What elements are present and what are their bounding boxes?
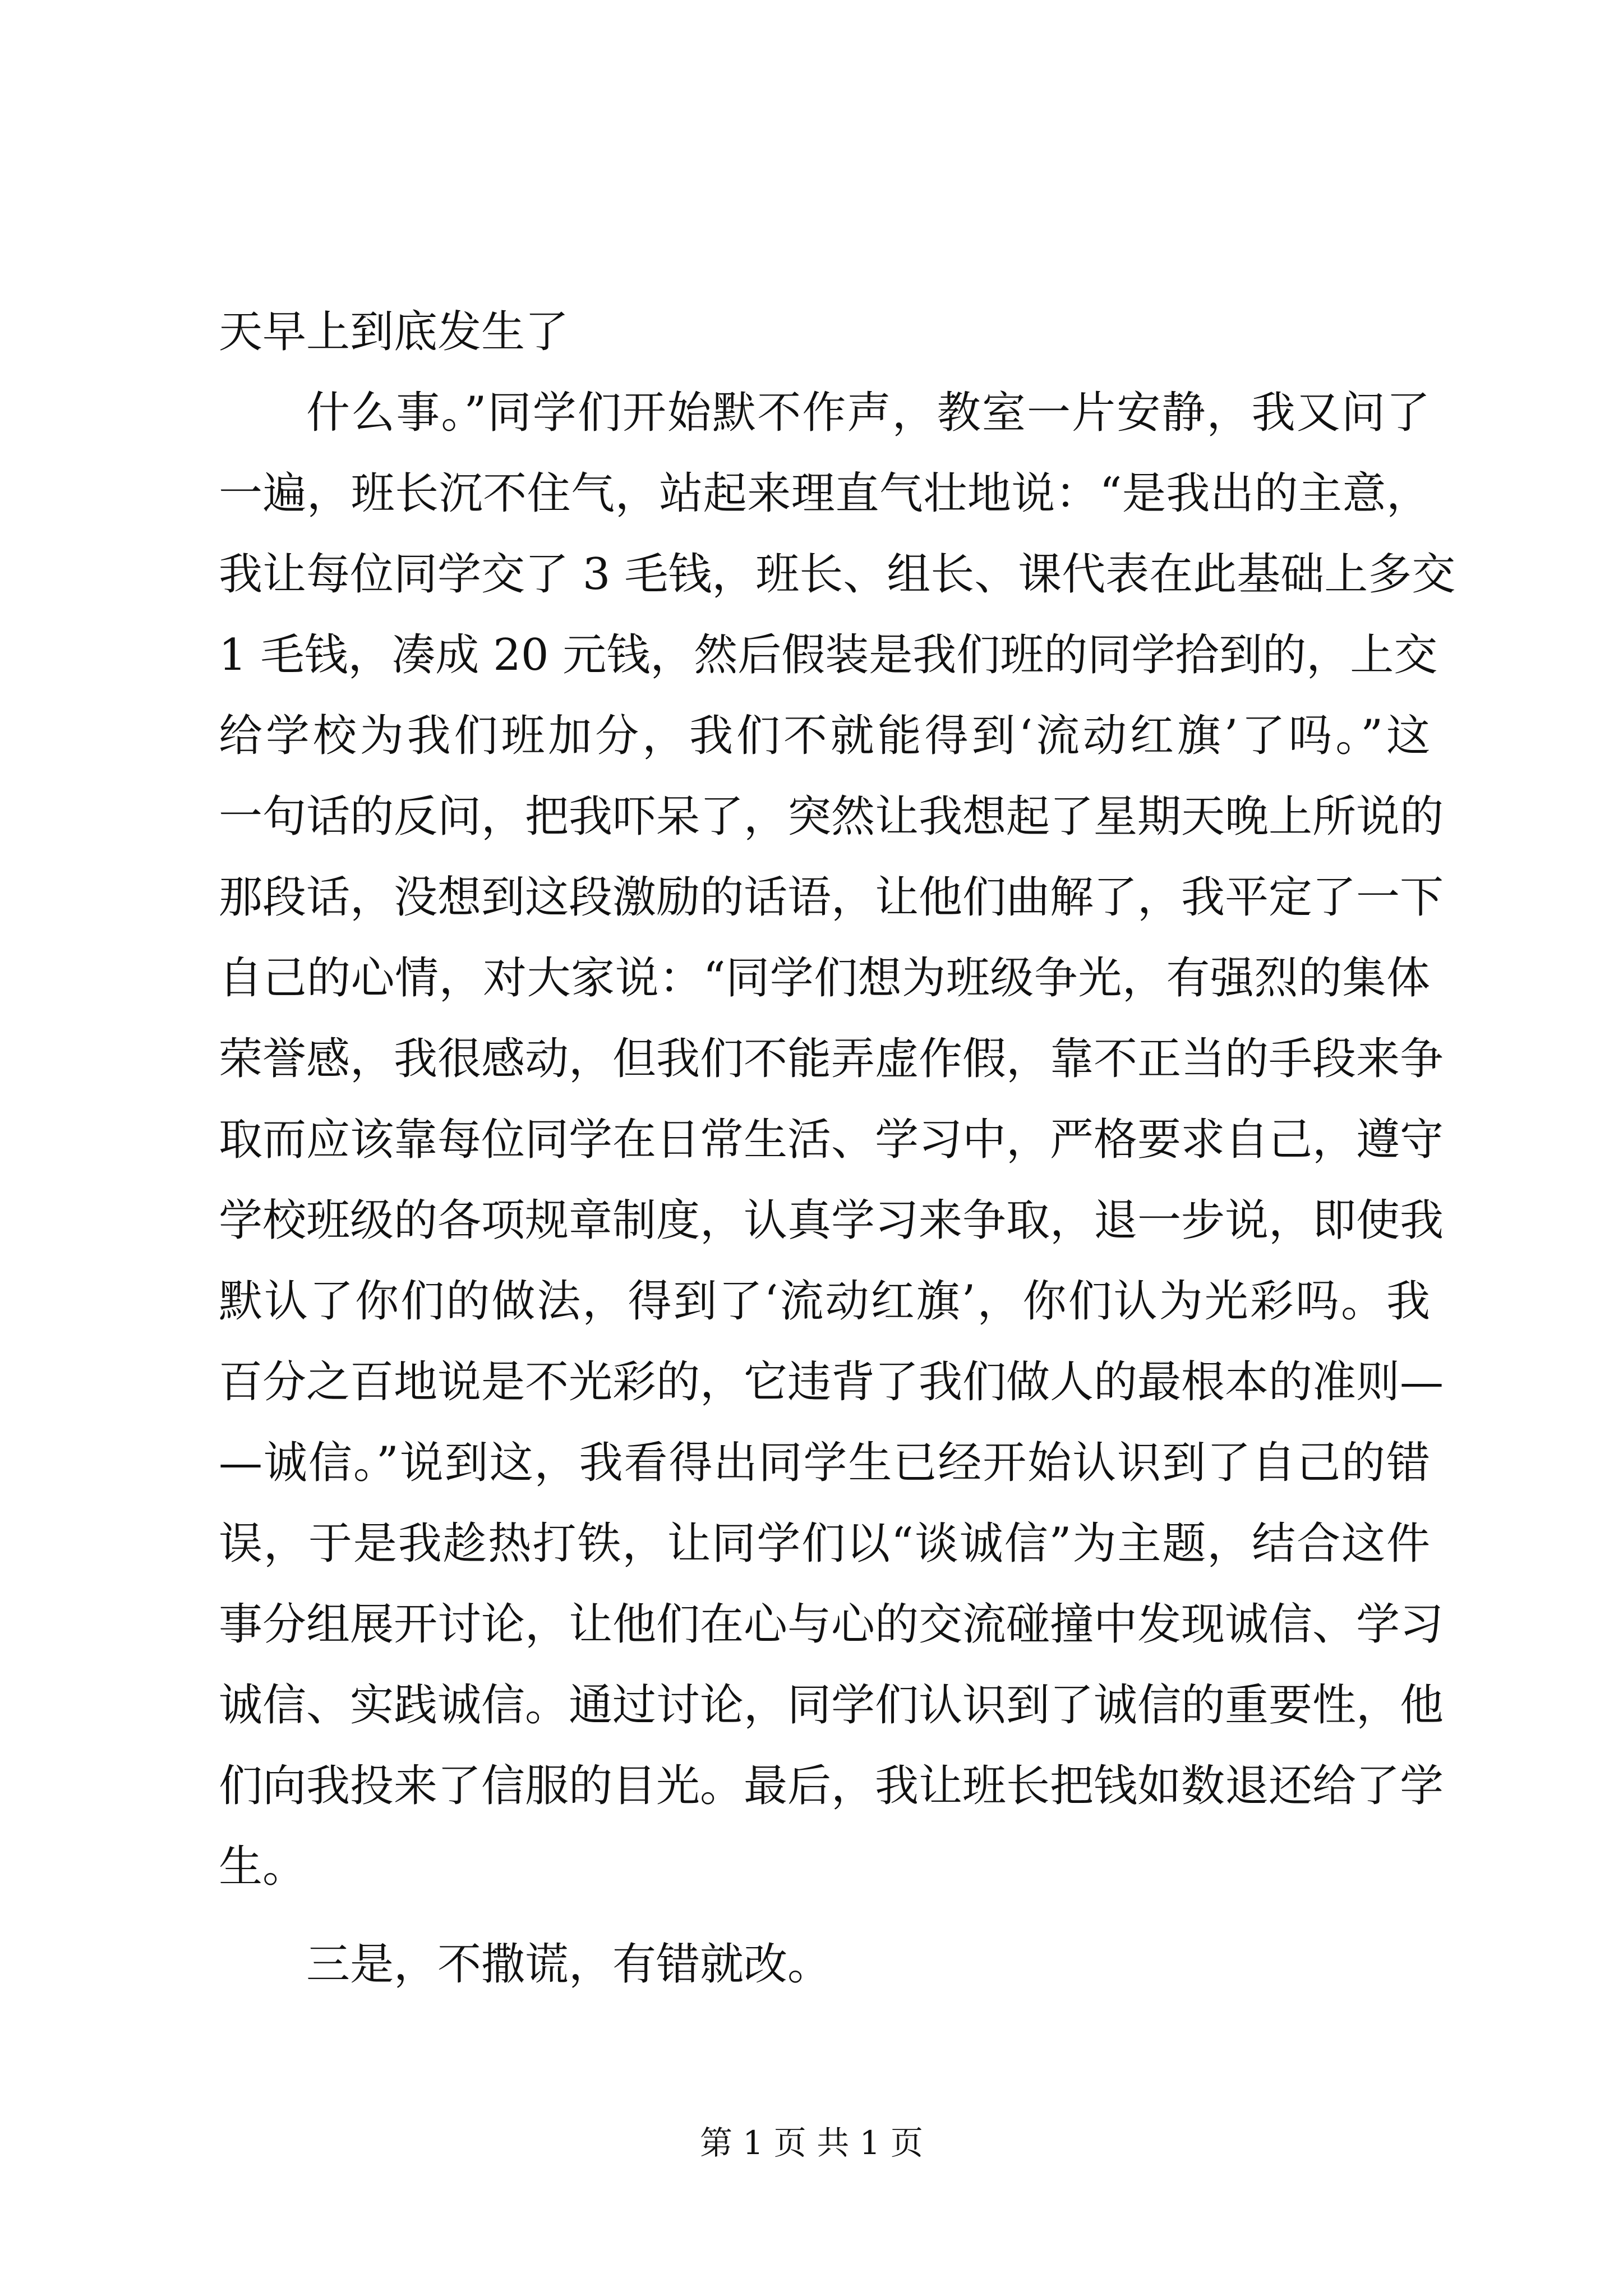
body-text — [219, 292, 1456, 2005]
text-line: —诚信。”说到这，我看得出同学生已经开始认识到了自己的错 — [219, 1438, 1430, 1488]
text-line: 给学校为我们班加分，我们不就能得到‘流动红旗’了吗。”这 — [219, 711, 1430, 761]
text-line: 事分组展开讨论，让他们在心与心的交流碰撞中发现诚信、学习 — [219, 1599, 1444, 1650]
text-line: 一句话的反问，把我吓呆了，突然让我想起了星期天晚上所说的 — [219, 792, 1444, 842]
text-line: 荣誉感，我很感动，但我们不能弄虚作假，靠不正当的手段来争 — [219, 1034, 1444, 1084]
text-line: 1 毛钱，凑成 20 元钱，然后假装是我们班的同学拾到的，上交 — [219, 630, 1438, 680]
text-line: 天早上到底发生了 — [219, 307, 569, 357]
text-line: 诚信、实践诚信。通过讨论，同学们认识到了诚信的重要性，他 — [219, 1680, 1444, 1731]
text-line: 什么事。”同学们开始默不作声，教室一片安静，我又问了 — [306, 388, 1430, 438]
text-line: 学校班级的各项规章制度，认真学习来争取，退一步说，即使我 — [219, 1195, 1444, 1246]
text-line: 自己的心情，对大家说：“同学们想为班级争光，有强烈的集体 — [219, 953, 1430, 1004]
text-line: 我让每位同学交了 3 毛钱，班长、组长、课代表在此基础上多交 — [219, 549, 1456, 600]
text-line: 生。 — [219, 1842, 307, 1892]
text-line: 默认了你们的做法，得到了‘流动红旗’，你们认为光彩吗。我 — [219, 1276, 1430, 1327]
text-line: 那段话，没想到这段激励的话语，让他们曲解了，我平定了一下 — [219, 872, 1444, 923]
text-line: 误，于是我趁热打铁，让同学们以“谈诚信”为主题，结合这件 — [219, 1519, 1430, 1569]
page-footer: 第 1 页 共 1 页 — [700, 2124, 923, 2162]
text-line: 百分之百地说是不光彩的，它违背了我们做人的最根本的准则— — [219, 1357, 1444, 1407]
text-line: 取而应该靠每位同学在日常生活、学习中，严格要求自己，遵守 — [219, 1115, 1444, 1165]
text-line: 们向我投来了信服的目光。最后，我让班长把钱如数退还给了学 — [219, 1761, 1444, 1811]
text-line: 三是，不撒谎，有错就改。 — [306, 1939, 832, 1990]
text-line: 一遍，班长沉不住气，站起来理直气壮地说：“是我出的主意， — [219, 468, 1430, 519]
